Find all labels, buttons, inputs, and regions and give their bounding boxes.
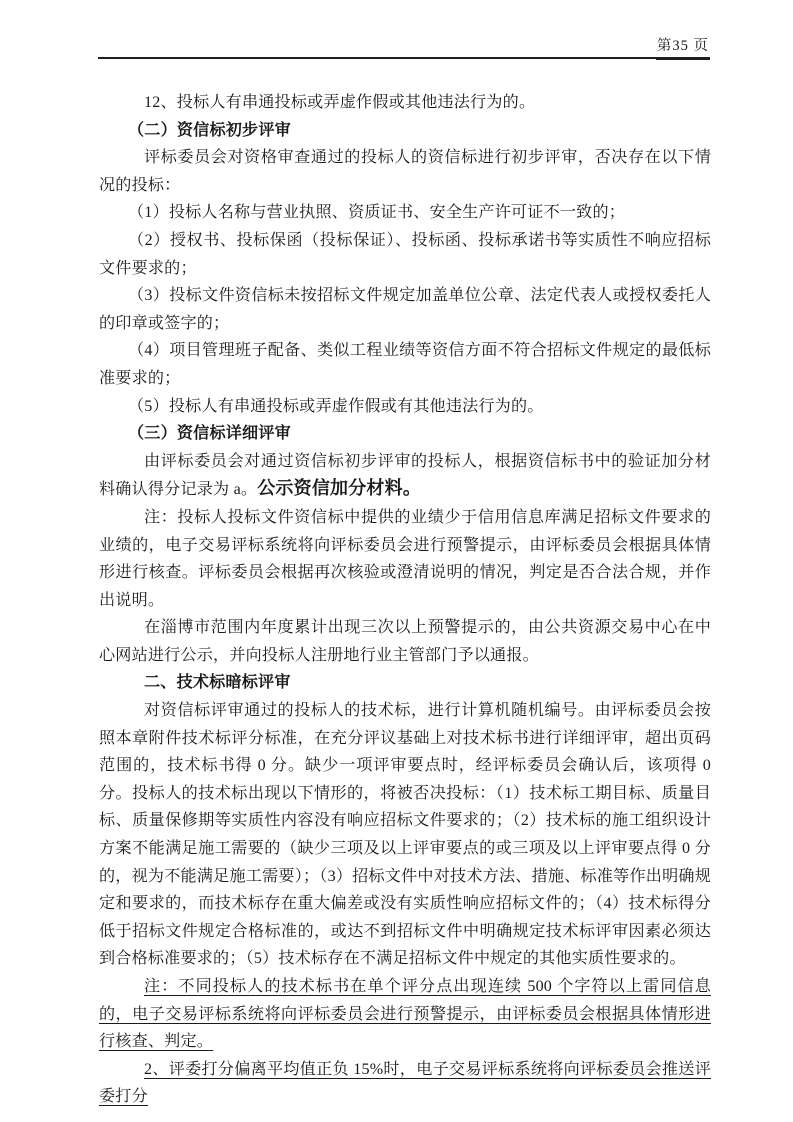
paragraph-score-deviation-underlined: 2、评委打分偏离平均值正负 15%时，电子交易评标系统将向评标委员会推送评委打分 [99, 1060, 711, 1106]
paragraph-detailed-review [99, 448, 711, 504]
paragraph-credit-note: 注：投标人投标文件资信标中提供的业绩少于信用信息库满足招标文件要求的业绩的，电子交易评标系统将向评标委员会进行预警提示，由评标委员会根据具体情形进行核查。评标委员会根据再次核验或澄清说明的情况，判定是否合法合规，并作出说明。 [99, 508, 711, 609]
detailed-review-emphasis: 公示资信加分材料。 [257, 478, 422, 499]
paragraph-technical-note-underlined: 注：不同投标人的技术标书在单个评分点出现连续 500 个字符以上雷同信息的，电子交易评标系统将向评标委员会进行预警提示，由评标委员会根据具体情形进行核查、判定。 [99, 978, 711, 1051]
heading-credit-preliminary-review: （二）资信标初步评审 [128, 121, 291, 139]
heading-technical-blind-review: 二、技术标暗标评审 [144, 674, 291, 692]
detailed-review-lead: 由评标委员会对通过资信标初步评审的投标人，根据资信标书中的验证加分材料确认得分记录为 a。 [99, 452, 711, 499]
paragraph-item-4: （4）项目管理班子配备、类似工程业绩等资信方面不符合招标文件规定的最低标准要求的； [99, 342, 711, 387]
paragraph-item-5: （5）投标人有串通投标或弄虚作假或有其他违法行为的。 [128, 397, 544, 415]
paragraph-item-12: 12、投标人有串通投标或弄虚作假或其他违法行为的。 [144, 94, 536, 111]
paragraph-preliminary-review-intro: 评标委员会对资格审查通过的投标人的资信标进行初步评审，否决存在以下情况的投标： [99, 149, 711, 194]
page-number: 第35 页 [656, 36, 710, 60]
page-header [98, 36, 710, 59]
paragraph-item-2: （2）授权书、投标保函（投标保证）、投标函、投标承诺书等实质性不响应招标文件要求的； [99, 231, 711, 277]
document-body [99, 89, 711, 1111]
heading-credit-detailed-review: （三）资信标详细评审 [128, 425, 291, 443]
paragraph-item-1: （1）投标人名称与营业执照、资质证书、安全生产许可证不一致的； [128, 204, 626, 222]
paragraph-zibo-warning-publicity: 在淄博市范围内年度累计出现三次以上预警提示的，由公共资源交易中心在中心网站进行公示，并向投标人注册地行业主管部门予以通报。 [99, 619, 711, 664]
paragraph-item-3: （3）投标文件资信标未按招标文件规定加盖单位公章、法定代表人或授权委托人的印章或签字的； [99, 287, 711, 332]
paragraph-technical-review-detail: 对资信标评审通过的投标人的技术标，进行计算机随机编号。由评标委员会按照本章附件技术标评分标准，在充分评议基础上对技术标书进行详细评审，超出页码范围的，技术标书得 0 分。缺少一项评审要点时，经评标委员会确认后，该项得 0 分。投标人的技术标出现以下情形的，将被否决投标：（1）技术标工期目标、质量目标、质量保修期等实质性内容没有响应招标文件要求的；（2）技术标的施工组织设计方案不能满足施工需要的（缺少三项及以上评审要点的或三项及以上评审要点得 0 分的，视为不能满足施工需要）；（3）招标文件中对技术方法、措施、标准等作出明确规定和要求的，而技术标存在重大偏差或没有实质性响应招标文件的；（4）技术标得分低于招标文件规定合格标准的，或达不到招标文件中明确规定技术标评审因素必须达到合格标准要求的；（5）技术标存在不满足招标文件中规定的其他实质性要求的。 [99, 702, 711, 968]
